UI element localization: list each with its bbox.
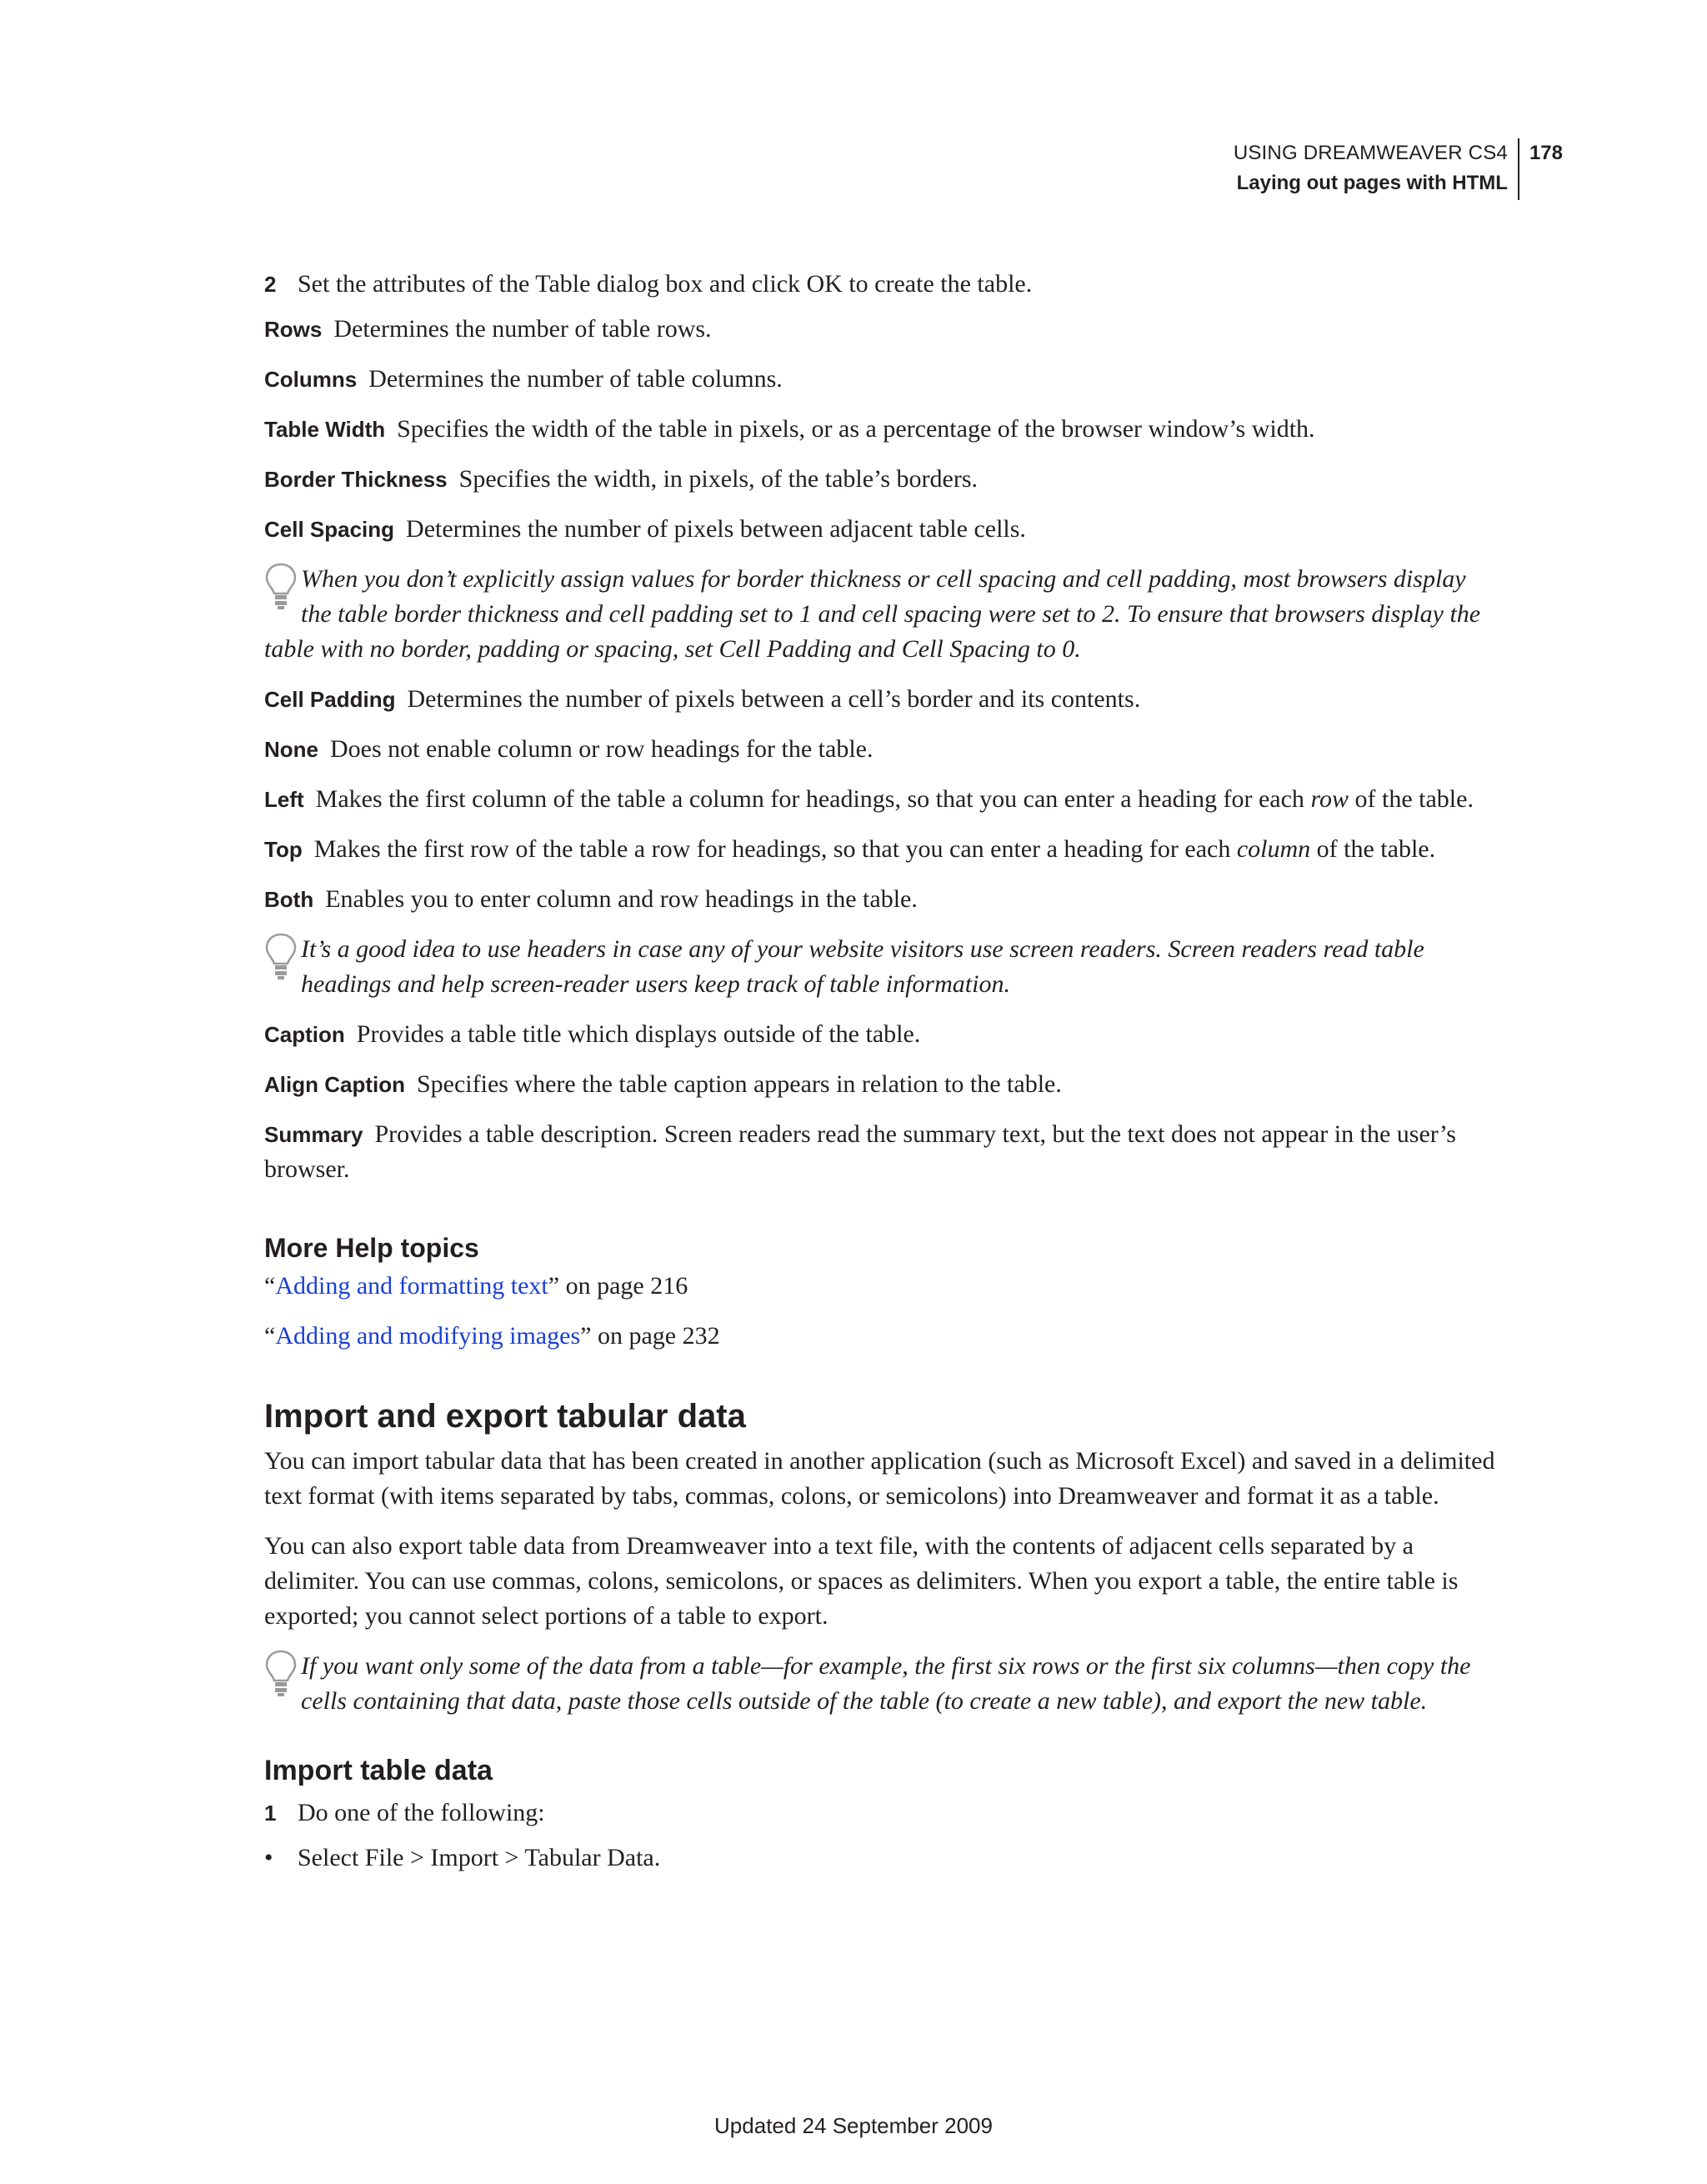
tip-note: [264, 562, 1498, 667]
definition-text: Determines the number of table rows.: [333, 315, 712, 343]
header-subtitle: Laying out pages with HTML: [1236, 172, 1508, 194]
definition-cell-padding: [264, 682, 1498, 717]
bullet-item: [264, 1841, 1498, 1876]
definition-none: [264, 732, 1498, 767]
quote-open: “: [264, 1322, 276, 1350]
definition-term: Cell Padding: [264, 687, 396, 712]
definition-caption: [264, 1017, 1498, 1052]
header-title: USING DREAMWEAVER CS4: [1233, 142, 1508, 164]
definition-term: Columns: [264, 367, 358, 392]
definition-emphasis: row: [1310, 785, 1349, 813]
definition-term: Border Thickness: [264, 467, 448, 492]
page-reference: ” on page 232: [580, 1322, 720, 1350]
tip-note: [264, 1649, 1498, 1719]
running-header: [1234, 138, 1519, 200]
definition-text: Provides a table description. Screen readers read the summary text, but the text does not appear in the user’s browser.: [264, 1120, 1456, 1183]
definition-text: Determines the number of pixels between adjacent table cells.: [406, 515, 1026, 543]
page-footer: Updated 24 September 2009: [714, 2113, 993, 2138]
step-2: [264, 267, 1498, 302]
page-reference: ” on page 216: [548, 1272, 688, 1300]
step-1: [264, 1796, 1498, 1831]
definition-text: Determines the number of pixels between a cell’s border and its contents.: [407, 685, 1141, 713]
help-topic-link[interactable]: Adding and modifying images: [275, 1322, 581, 1350]
quote-open: “: [264, 1272, 276, 1300]
definition-text: Determines the number of table columns.: [368, 365, 783, 393]
definition-term: Cell Spacing: [264, 517, 395, 542]
definition-left: [264, 782, 1498, 817]
step-text: Do one of the following:: [298, 1799, 545, 1826]
bullet-text: Select File > Import > Tabular Data.: [298, 1844, 661, 1871]
definition-text: Provides a table title which displays outside of the table.: [356, 1020, 921, 1048]
definition-term: None: [264, 737, 318, 762]
page-number: 178: [1529, 142, 1563, 164]
definition-rows: [264, 312, 1498, 347]
definition-columns: [264, 362, 1498, 397]
step-number: 2: [264, 272, 277, 297]
section-heading: Import and export tabular data: [264, 1398, 746, 1435]
definition-text: Makes the first row of the table a row for headings, so that you can enter a heading for each: [313, 835, 1237, 863]
definition-text: Specifies the width of the table in pixels, or as a percentage of the browser window’s width.: [397, 415, 1315, 443]
definition-text: Does not enable column or row headings for the table.: [330, 735, 874, 763]
more-help-heading: More Help topics: [264, 1233, 479, 1263]
lightbulb-icon: [264, 562, 298, 610]
definition-term: Top: [264, 837, 303, 862]
definition-align-caption: [264, 1067, 1498, 1102]
definition-text: Enables you to enter column and row headings in the table.: [325, 885, 918, 913]
help-topic-item: [264, 1269, 1498, 1304]
definition-text: Specifies the width, in pixels, of the table’s borders.: [458, 465, 979, 493]
definition-text: Makes the first column of the table a column for headings, so that you can enter a heading for each: [315, 785, 1311, 813]
tip-note: [264, 932, 1498, 1002]
definition-cell-spacing: [264, 512, 1498, 547]
definition-term: Summary: [264, 1122, 363, 1147]
lightbulb-icon: [264, 1649, 298, 1697]
definition-top: [264, 832, 1498, 867]
subsection-heading: Import table data: [264, 1755, 493, 1786]
help-topic-item: [264, 1319, 1498, 1354]
definition-text-end: of the table.: [1310, 835, 1436, 863]
definition-term: Both: [264, 887, 314, 912]
page-content: [264, 267, 1498, 1891]
step-text: Set the attributes of the Table dialog box and click OK to create the table.: [298, 270, 1033, 298]
definition-term: Align Caption: [264, 1072, 405, 1097]
tip-text: It’s a good idea to use headers in case any of your website visitors use screen readers. Screen readers read table headings and help screen-reader users keep track of table information.: [301, 935, 1424, 998]
definition-text-end: of the table.: [1349, 785, 1474, 813]
step-number: 1: [264, 1801, 277, 1826]
definition-term: Left: [264, 787, 304, 812]
help-topic-link[interactable]: Adding and formatting text: [275, 1272, 548, 1300]
bullet-mark: •: [264, 1844, 273, 1871]
definition-emphasis: column: [1236, 835, 1311, 863]
tip-text: When you don’t explicitly assign values for border thickness or cell spacing and cell padding, most browsers display the table border thickness and cell padding set to 1 and cell spacing were set to 2. To ensure that browsers display the table with no border, padding or spacing, set Cell Padding and Cell Spacing to 0.: [264, 565, 1481, 663]
definition-text: Specifies where the table caption appears in relation to the table.: [416, 1070, 1062, 1098]
definition-summary: [264, 1117, 1498, 1187]
definition-term: Table Width: [264, 417, 386, 442]
section-paragraph: You can also export table data from Dreamweaver into a text file, with the contents of adjacent cells separated by a delimiter. You can use commas, colons, semicolons, or spaces as delimiters. When you export a table, the entire table is exported; you cannot select portions of a table to export.: [264, 1532, 1459, 1630]
tip-text: If you want only some of the data from a table—for example, the first six rows or the first six columns—then copy the cells containing that data, paste those cells outside of the table (to create a new table), and export the new table.: [301, 1652, 1471, 1715]
page-header: [1234, 138, 1563, 200]
definition-both: [264, 882, 1498, 917]
definition-table-width: [264, 412, 1498, 447]
definition-term: Caption: [264, 1022, 345, 1047]
definition-term: Rows: [264, 317, 323, 342]
definition-border-thickness: [264, 462, 1498, 497]
lightbulb-icon: [264, 932, 298, 980]
section-paragraph: You can import tabular data that has been created in another application (such as Microsoft Excel) and saved in a delimited text format (with items separated by tabs, commas, colons, or semicolons) into Dreamweaver and format it as a table.: [264, 1447, 1495, 1510]
